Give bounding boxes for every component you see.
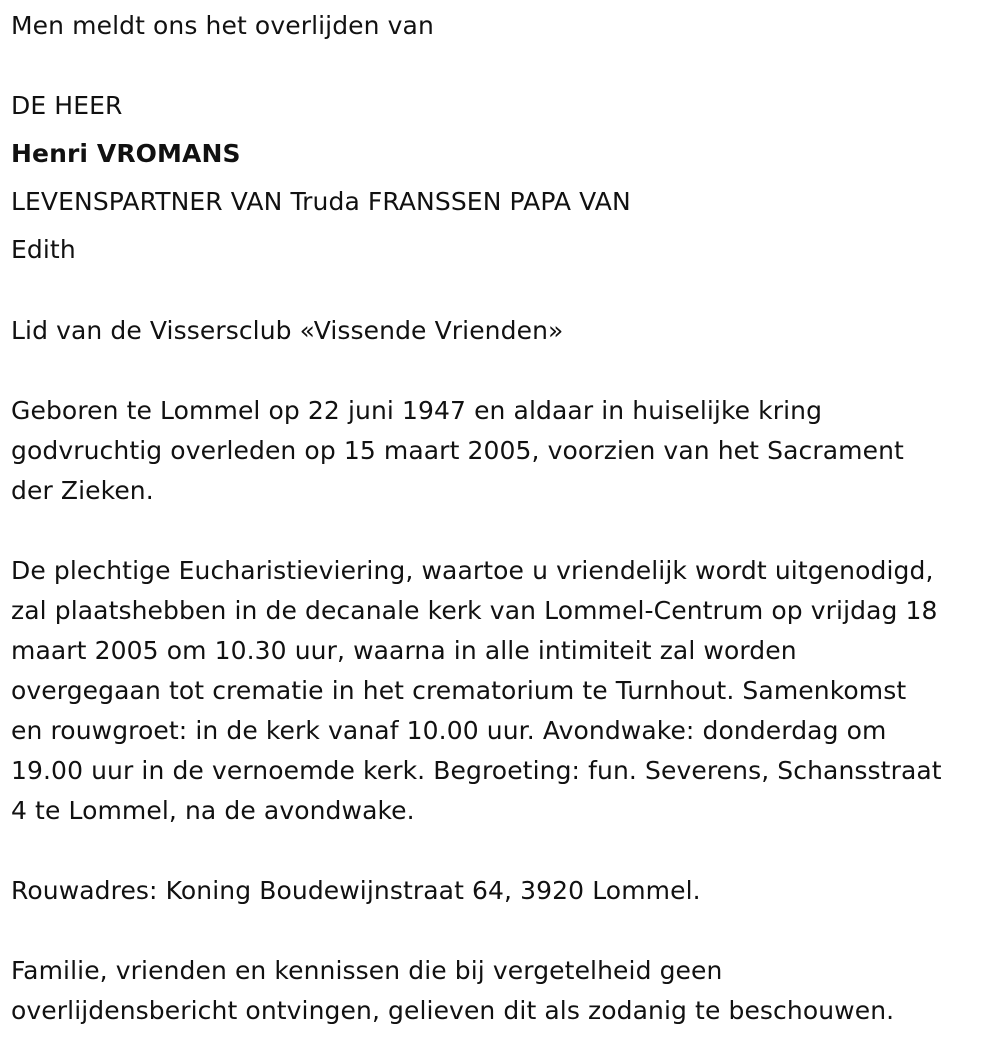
ceremony-line-2: zal plaatshebben in de decanale kerk van Lommel-Centrum op vrijdag 18 [11,596,938,625]
deceased-name: Henri VROMANS [11,139,241,168]
ceremony-line-5: en rouwgroet: in de kerk vanaf 10.00 uur. Avondwake: donderdag om [11,716,887,745]
birth-line-3: der Zieken. [11,476,154,505]
closing-line-2: overlijdensbericht ontvingen, gelieven dit als zodanig te beschouwen. [11,996,895,1025]
birth-line-1: Geboren te Lommel op 22 juni 1947 en aldaar in huiselijke kring [11,396,823,425]
closing-line-1: Familie, vrienden en kennissen die bij vergetelheid geen [11,956,723,985]
membership-text: Lid van de Vissersclub «Vissende Vrienden» [11,316,564,345]
ceremony-line-7: 4 te Lommel, na de avondwake. [11,796,415,825]
intro-text: Men meldt ons het overlijden van [11,11,434,40]
ceremony-line-1: De plechtige Eucharistieviering, waartoe u vriendelijk wordt uitgenodigd, [11,556,934,585]
ceremony-line-3: maart 2005 om 10.30 uur, waarna in alle intimiteit zal worden [11,636,797,665]
relation-line-1: LEVENSPARTNER VAN Truda FRANSSEN PAPA VAN [11,187,631,216]
ceremony-line-6: 19.00 uur in de vernoemde kerk. Begroeting: fun. Severens, Schansstraat [11,756,942,785]
honorific: DE HEER [11,91,123,120]
birth-line-2: godvruchtig overleden op 15 maart 2005, voorzien van het Sacrament [11,436,904,465]
mourning-address: Rouwadres: Koning Boudewijnstraat 64, 3920 Lommel. [11,876,701,905]
ceremony-line-4: overgegaan tot crematie in het crematorium te Turnhout. Samenkomst [11,676,907,705]
relation-line-2: Edith [11,235,76,264]
